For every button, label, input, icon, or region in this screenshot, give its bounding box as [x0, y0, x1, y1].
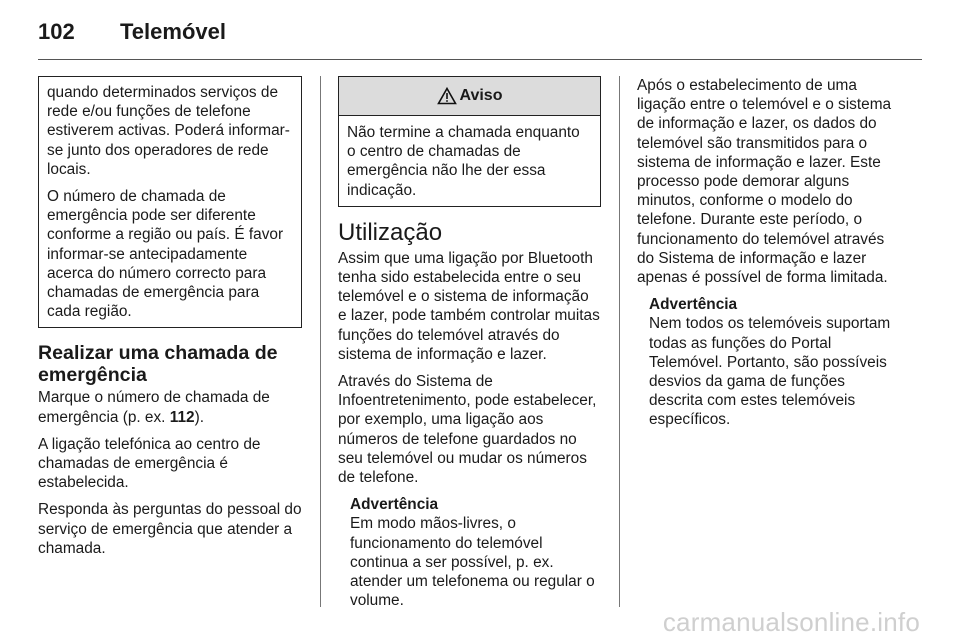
watermark: carmanualsonline.info: [662, 607, 920, 637]
paragraph: [38, 388, 302, 426]
text-run: ).: [194, 408, 204, 426]
column-divider-2: [619, 76, 620, 607]
section-heading-usage: Utilização: [338, 218, 443, 246]
note-text: Nem todos os telemóveis suportam todas as funções do Portal Telemóvel. Portanto, são possíveis desvios da gama de funções descrita com estes telemóveis específicos.: [649, 315, 891, 429]
section-heading-emergency-call: Realizar uma chamada de emergência: [38, 342, 278, 387]
warning-text: Não termine a chamada enquanto o centro de chamadas de emergência não lhe der essa indicação.: [347, 124, 580, 199]
emergency-number: 112: [169, 408, 195, 426]
column-3: [637, 76, 902, 430]
warning-title: Aviso: [459, 87, 503, 105]
note-title: Advertência: [649, 296, 738, 314]
paragraph: Após o estabelecimento de uma ligação entre o telemóvel e o sistema de informação e lazer, os dados do telemóvel são transmitidos para o sistema de informação e lazer. Este processo pode demorar alguns minutos, conforme o modelo do telefone. Durante este período, o funcionamento do telemóvel através do Sistema de informação e lazer apenas é possível de forma limitada.: [637, 77, 892, 287]
paragraph: Através do Sistema de Infoentretenimento, pode estabelecer, por exemplo, uma ligação aos números de telefone guardados no seu telemóvel ou mudar os números de telefone.: [338, 373, 597, 487]
text-run: Marque o número de chamada de emergência (p. ex.: [38, 389, 270, 426]
note-text: Em modo mãos-livres, o funcionamento do telemóvel continua a ser possível, p. ex. atender um telefonema ou regular o volume.: [350, 515, 595, 610]
note-block: [637, 295, 902, 429]
column-divider-1: [320, 76, 321, 607]
note-block: [338, 495, 601, 610]
note-title: Advertência: [350, 496, 439, 514]
paragraph: A ligação telefónica ao centro de chamadas de emergência é estabelecida.: [38, 435, 261, 492]
warning-box: [338, 76, 601, 207]
page-header: [38, 14, 226, 50]
paragraph: Assim que uma ligação por Bluetooth tenha sido estabelecida entre o seu telemóvel e o sistema de informação e lazer, pode também controlar muitas funções do telemóvel através do sistema de informação e lazer.: [338, 249, 600, 363]
page-title: Telemóvel: [120, 19, 226, 44]
warning-triangle-icon: [437, 87, 457, 105]
paragraph: Responda às perguntas do pessoal do serviço de emergência que atender a chamada.: [38, 501, 302, 557]
page-number: 102: [38, 19, 75, 44]
header-rule: [38, 59, 922, 60]
info-box: [38, 76, 302, 328]
info-box-paragraph: O número de chamada de emergência pode ser diferente conforme a região ou país. É favor informar-se antecipadamente acerca do número correcto para chamadas de emergência para cada região.: [47, 188, 284, 321]
warning-header: [339, 77, 600, 116]
column-1: [38, 76, 302, 566]
column-2: [338, 76, 601, 610]
info-box-paragraph: quando determinados serviços de rede e/ou funções de telefone estiverem activas. Poderá informar-se junto dos operadores de rede locais.: [47, 84, 290, 178]
